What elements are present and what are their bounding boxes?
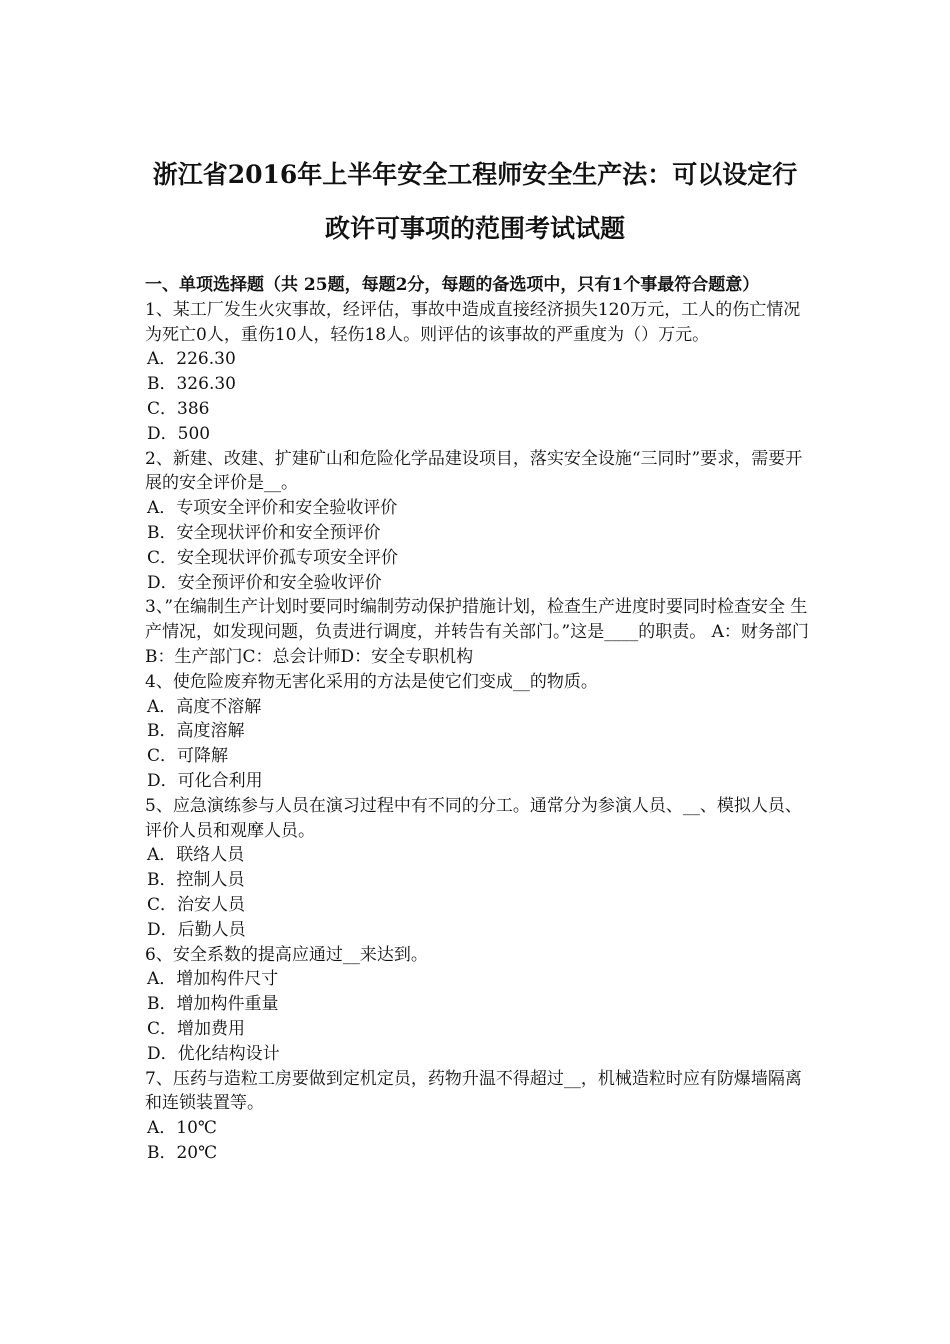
question-option: A．高度不溶解 <box>147 696 262 717</box>
question-stem: 7、压药与造粒工房要做到定机定员，药物升温不得超过__，机械造粒时应有防爆墙隔离和连锁装置等。 <box>145 1068 802 1114</box>
question-option: C．治安人员 <box>147 894 246 915</box>
title-line-1: 浙江省2016年上半年安全工程师安全生产法：可以设定行 <box>152 160 798 189</box>
question-option: B．20℃ <box>147 1142 218 1163</box>
question-option: D．优化结构设计 <box>147 1043 280 1064</box>
question-option: C．安全现状评价孤专项安全评价 <box>147 547 399 568</box>
question-option: C．386 <box>147 398 210 419</box>
question-option: B．增加构件重量 <box>147 994 279 1015</box>
question-stem: 6、安全系数的提高应通过__来达到。 <box>145 944 428 965</box>
document-body <box>145 273 813 1166</box>
question-option: D．后勤人员 <box>147 919 246 940</box>
question-option: A．226.30 <box>147 349 236 370</box>
question-option: D．安全预评价和安全验收评价 <box>147 572 382 593</box>
question-option: B．326.30 <box>147 374 236 395</box>
section-header: 一、单项选择题（共 25题，每题2分，每题的备选项中，只有1个事最符合题意） <box>145 275 760 295</box>
question-option: A．增加构件尺寸 <box>147 969 279 990</box>
question-option: D．可化合利用 <box>147 770 263 791</box>
title-line-2: 政许可事项的范围考试试题 <box>324 214 625 243</box>
question-stem: 2、新建、改建、扩建矿山和危险化学品建设项目，落实安全设施“三同时”要求，需要开展的安全评价是__。 <box>145 448 803 494</box>
document-title <box>120 148 830 256</box>
question-option: B．高度溶解 <box>147 721 245 742</box>
question-option: D．500 <box>147 423 211 444</box>
question-stem: 5、应急演练参与人员在演习过程中有不同的分工。通常分为参演人员、__、模拟人员、评价人员和观摩人员。 <box>145 795 802 841</box>
question-stem: 4、使危险废弃物无害化采用的方法是使它们变成__的物质。 <box>145 671 598 692</box>
question-option: C．可降解 <box>147 746 229 767</box>
question-option: B．控制人员 <box>147 870 245 891</box>
question-option: A．联络人员 <box>147 845 245 866</box>
question-option: A．10℃ <box>147 1118 217 1139</box>
question-option: B．安全现状评价和安全预评价 <box>147 522 381 543</box>
question-stem: 3、”在编制生产计划时要同时编制劳动保护措施计划，检查生产进度时要同时检查安全 生产情况，如发现问题，负责进行调度，并转告有关部门。”这是____的职责。 A：财务部门B：生产部门C：总会计师D：安全专职机构 <box>145 597 809 667</box>
question-option: A．专项安全评价和安全验收评价 <box>147 498 398 519</box>
question-stem: 1、某工厂发生火灾事故，经评估，事故中造成直接经济损失120万元，工人的伤亡情况为死亡0人，重伤10人，轻伤18人。则评估的该事故的严重度为（）万元。 <box>145 299 801 345</box>
question-option: C．增加费用 <box>147 1018 246 1039</box>
